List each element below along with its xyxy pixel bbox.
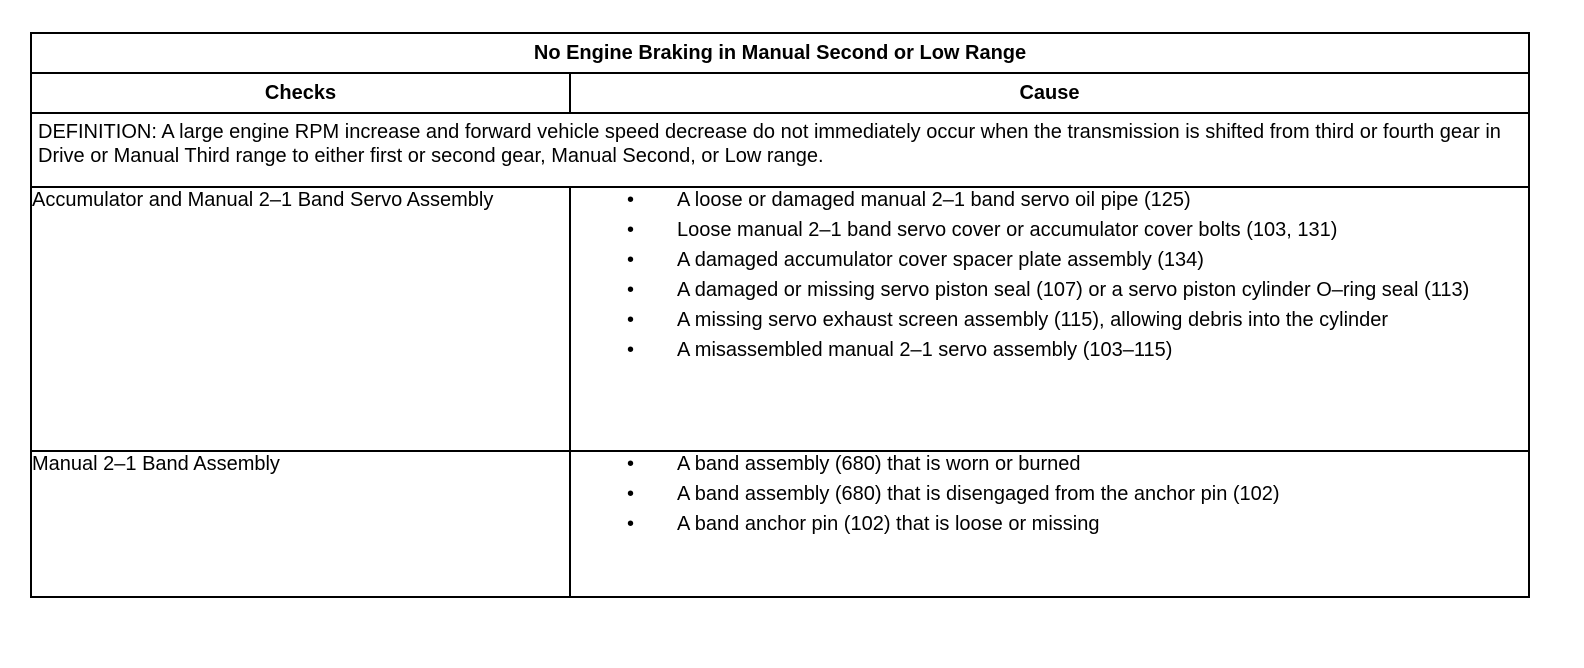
cause-item bbox=[571, 278, 1528, 302]
cause-item bbox=[571, 452, 1528, 476]
cause-item bbox=[571, 188, 1528, 212]
cause-cell bbox=[570, 187, 1529, 451]
table-row bbox=[31, 451, 1529, 597]
cause-text: A band anchor pin (102) that is loose or missing bbox=[677, 513, 1100, 535]
diagnostic-table bbox=[30, 32, 1530, 598]
bullet-icon: • bbox=[627, 339, 635, 361]
table-title: No Engine Braking in Manual Second or Low Range bbox=[31, 33, 1529, 73]
cause-item bbox=[571, 512, 1528, 536]
cause-text: A loose or damaged manual 2–1 band servo oil pipe (125) bbox=[677, 189, 1191, 211]
cause-item bbox=[571, 482, 1528, 506]
check-cell: Accumulator and Manual 2–1 Band Servo Assembly bbox=[31, 187, 570, 451]
header-checks: Checks bbox=[31, 73, 570, 113]
cause-text: A missing servo exhaust screen assembly (115), allowing debris into the cylinder bbox=[677, 309, 1389, 331]
cause-cell bbox=[570, 451, 1529, 597]
bullet-icon: • bbox=[627, 219, 635, 241]
cause-text: A damaged accumulator cover spacer plate assembly (134) bbox=[677, 249, 1204, 271]
table-title-row bbox=[31, 33, 1529, 73]
table-row bbox=[31, 187, 1529, 451]
bullet-icon: • bbox=[627, 279, 635, 301]
bullet-icon: • bbox=[627, 483, 635, 505]
bullet-icon: • bbox=[627, 249, 635, 271]
cause-list bbox=[571, 188, 1528, 362]
cause-text: A band assembly (680) that is worn or burned bbox=[677, 453, 1081, 475]
cause-item bbox=[571, 218, 1528, 242]
cause-text: A damaged or missing servo piston seal (107) or a servo piston cylinder O–ring seal (113) bbox=[677, 279, 1470, 301]
table-header-row bbox=[31, 73, 1529, 113]
cause-item bbox=[571, 248, 1528, 272]
cause-text: Loose manual 2–1 band servo cover or accumulator cover bolts (103, 131) bbox=[677, 219, 1338, 241]
bullet-icon: • bbox=[627, 453, 635, 475]
cause-text: A band assembly (680) that is disengaged from the anchor pin (102) bbox=[677, 483, 1280, 505]
cause-item bbox=[571, 308, 1528, 332]
cause-text: A misassembled manual 2–1 servo assembly (103–115) bbox=[677, 339, 1173, 361]
bullet-icon: • bbox=[627, 513, 635, 535]
bullet-icon: • bbox=[627, 189, 635, 211]
cause-item bbox=[571, 338, 1528, 362]
cause-list bbox=[571, 452, 1528, 536]
bullet-icon: • bbox=[627, 309, 635, 331]
check-cell: Manual 2–1 Band Assembly bbox=[31, 451, 570, 597]
header-cause: Cause bbox=[570, 73, 1529, 113]
definition-row bbox=[31, 113, 1529, 187]
definition-text: DEFINITION: A large engine RPM increase and forward vehicle speed decrease do not immediately occur when the transmission is shifted from third or fourth gear in Drive or Manual Third range to either first or second gear, Manual Second, or Low range. bbox=[31, 113, 1529, 187]
